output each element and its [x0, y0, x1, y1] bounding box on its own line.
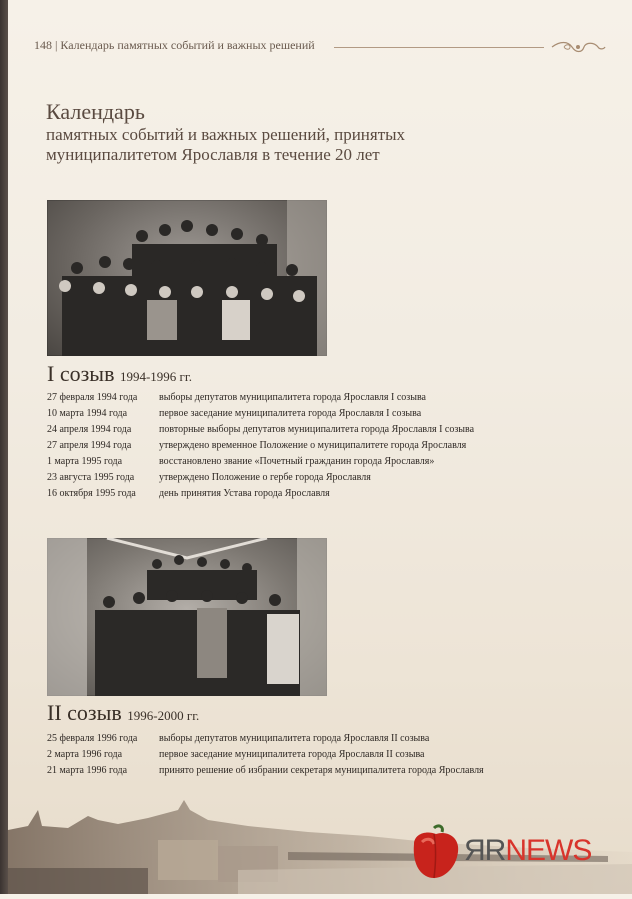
event-row [47, 763, 484, 779]
running-title: Календарь памятных событий и важных решений [60, 38, 315, 52]
event-row [47, 390, 474, 406]
group-photo-1996 [47, 538, 327, 696]
event-row [47, 422, 474, 438]
event-text: день принятия Устава города Ярославля [159, 488, 330, 499]
title-line-2: памятных событий и важных решений, принятых [46, 125, 406, 144]
event-row [47, 731, 484, 747]
section-1-years: 1994-1996 гг. [119, 369, 192, 384]
header-separator: | [55, 38, 58, 52]
page-header-text [34, 38, 315, 53]
section-title-convocation-1 [47, 361, 192, 387]
section-2-name: II созыв [47, 700, 122, 725]
section-1-name: I созыв [47, 361, 115, 386]
event-text: выборы депутатов муниципалитета города Ярославля II созыва [159, 733, 430, 744]
event-row [47, 470, 474, 486]
page-title [46, 99, 405, 165]
event-date: 2 марта 1996 года [47, 749, 123, 760]
left-edge-band [0, 0, 8, 894]
event-text: повторные выборы депутатов муниципалитета города Ярославля I созыва [159, 424, 475, 435]
events-list-convocation-2 [47, 731, 484, 779]
section-2-years: 1996-2000 гг. [127, 708, 200, 723]
red-pepper-icon [404, 822, 466, 882]
event-date: 25 февраля 1996 года [47, 733, 138, 744]
event-text: первое заседание муниципалитета города Ярославля I созыва [159, 408, 422, 419]
title-line-3: муниципалитетом Ярославля в течение 20 лет [46, 145, 380, 164]
logo-news-text: NEWS [505, 834, 592, 867]
event-text: выборы депутатов муниципалитета города Ярославля I созыва [159, 392, 426, 403]
event-date: 27 февраля 1994 года [47, 392, 138, 403]
event-row [47, 438, 474, 454]
event-date: 21 марта 1996 года [47, 765, 128, 776]
title-line-1: Календарь [46, 99, 145, 124]
event-date: 23 августа 1995 года [47, 472, 135, 483]
event-date: 16 октября 1995 года [47, 488, 136, 499]
yrnews-logo [404, 820, 609, 884]
group-photo-1994 [47, 200, 327, 356]
page-number: 148 [34, 38, 52, 52]
section-title-convocation-2 [47, 700, 199, 726]
event-text: утверждено временное Положение о муниципалитете города Ярославля [159, 440, 467, 451]
event-date: 1 марта 1995 года [47, 456, 123, 467]
logo-yr-text: ЯR [464, 834, 506, 867]
header-rule [334, 47, 544, 48]
logo-wordmark [464, 834, 591, 868]
flourish-ornament-icon [550, 39, 606, 55]
events-list-convocation-1 [47, 390, 474, 502]
event-date: 24 апреля 1994 года [47, 424, 132, 435]
running-header [34, 38, 594, 56]
event-row [47, 747, 484, 763]
event-row [47, 454, 474, 470]
event-row [47, 486, 474, 502]
event-text: утверждено Положение о гербе города Ярославля [159, 472, 371, 483]
event-date: 27 апреля 1994 года [47, 440, 132, 451]
event-text: принято решение об избрании секретаря муниципалитета города Ярославля [159, 765, 484, 776]
event-text: первое заседание муниципалитета города Ярославля II созыва [159, 749, 425, 760]
event-date: 10 марта 1994 года [47, 408, 128, 419]
event-row [47, 406, 474, 422]
event-text: восстановлено звание «Почетный гражданин города Ярославля» [159, 456, 435, 467]
